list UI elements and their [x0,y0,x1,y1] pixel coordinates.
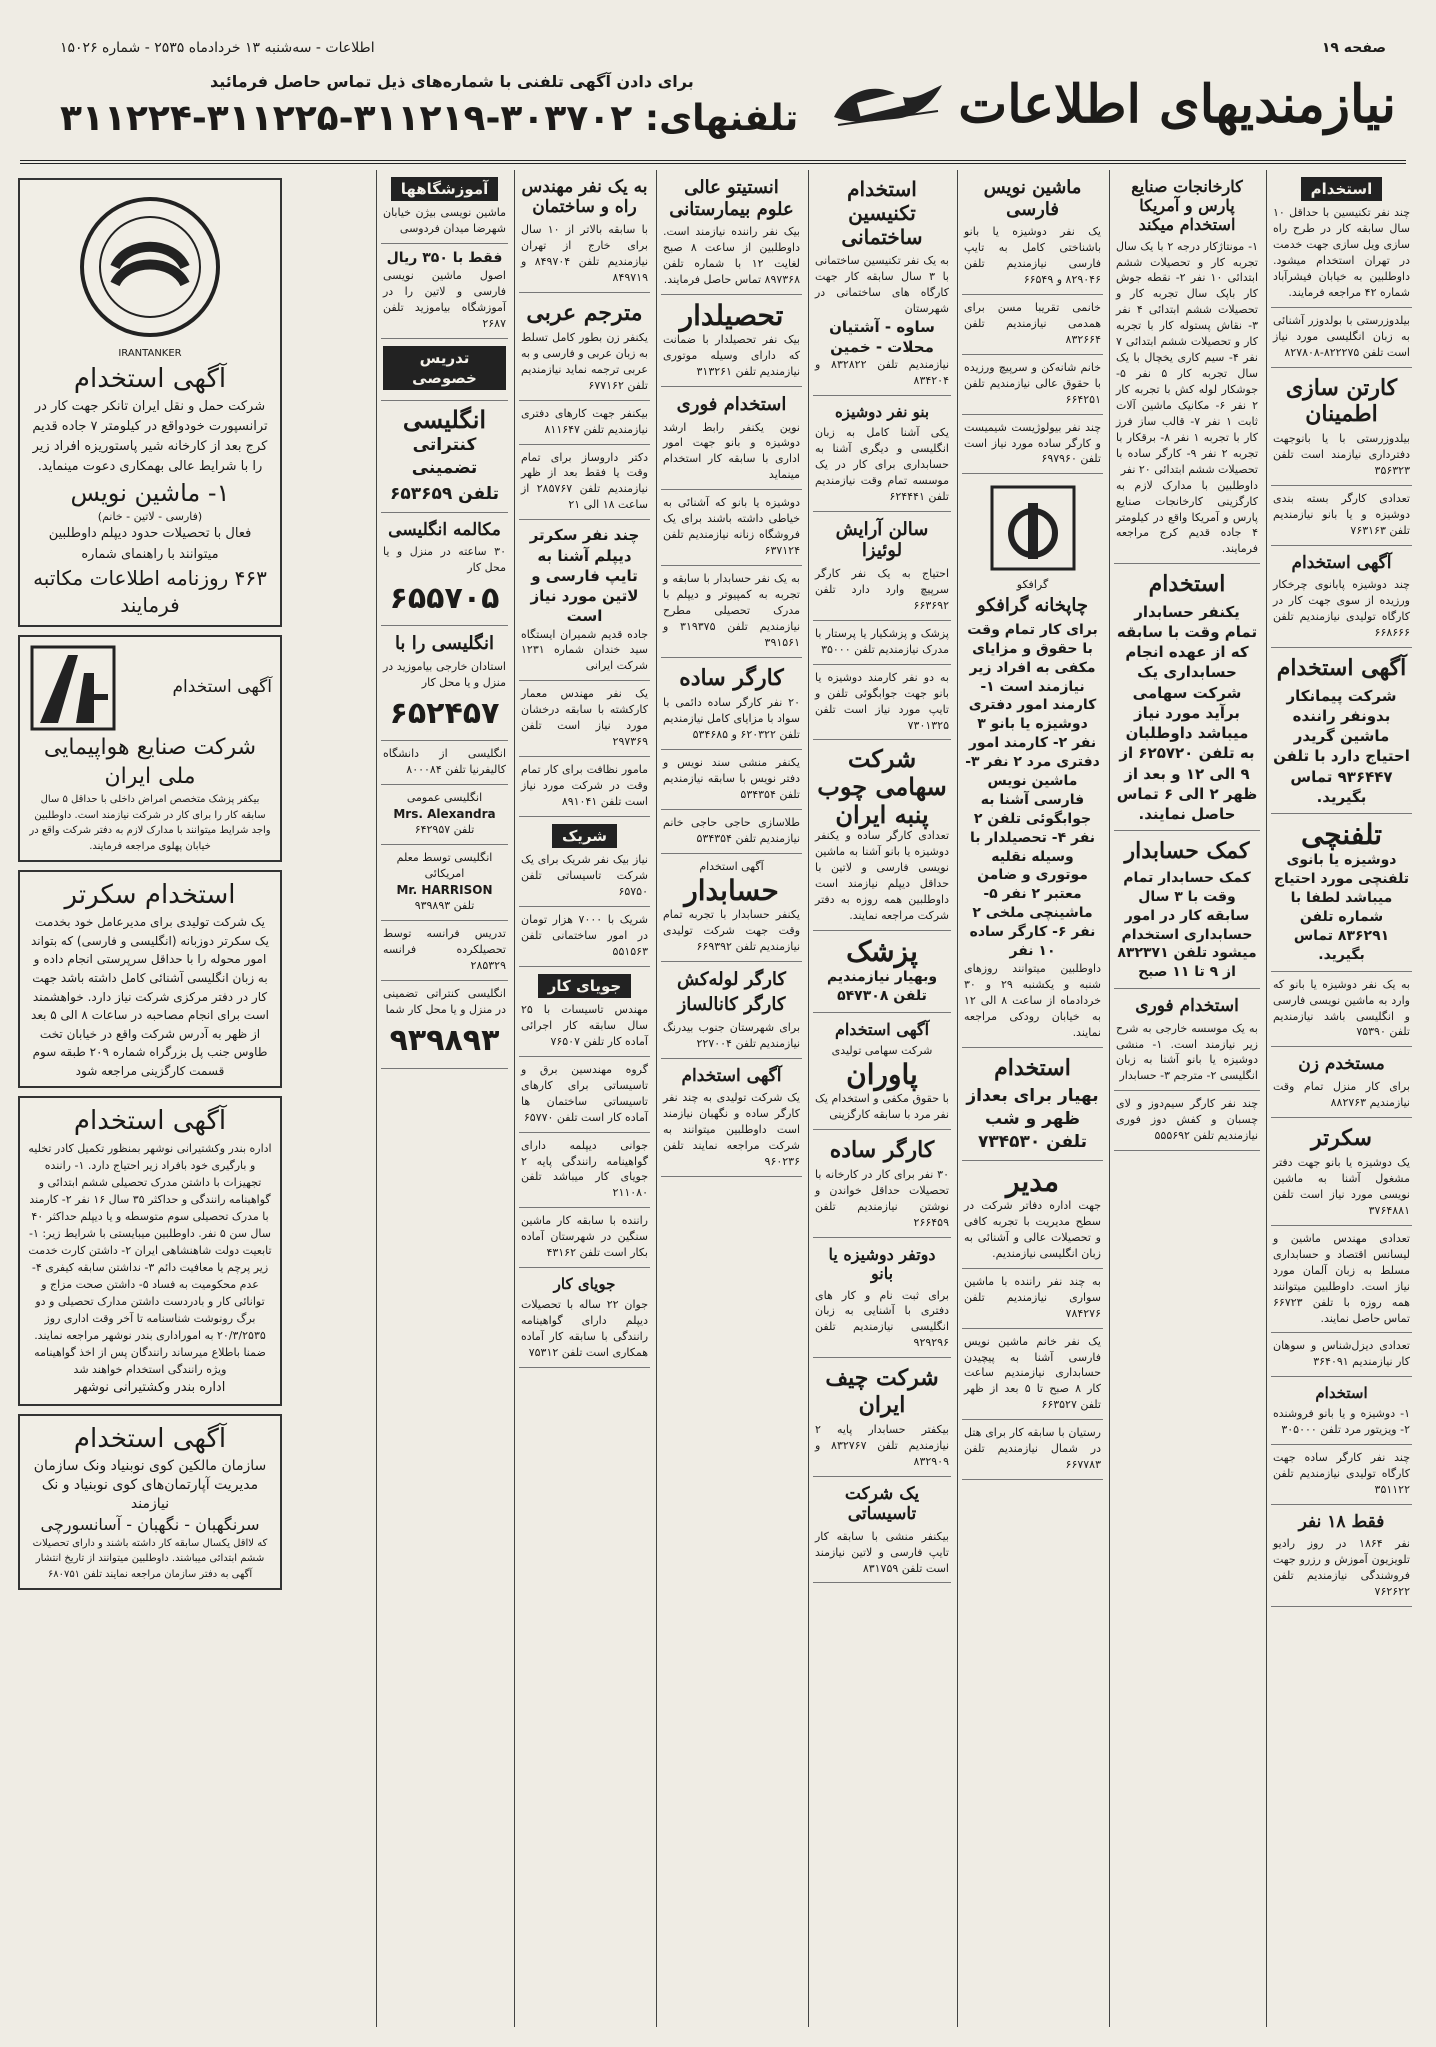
ad-body: جوان ۲۲ ساله با تحصیلات دیپلم دارای گواهینامه رانندگی با سابقه کار آماده همکاری است تلفن ۷۵۳۱۲ [521,1298,648,1359]
ad-reference: ۴۶۳ روزنامه اطلاعات مکاتبه فرمایند [33,565,267,617]
ad-company-name: شرکت صنایع هواپیمایی ملی ایران [43,734,257,790]
ad-col3-7 [962,1161,1103,1269]
ad-col4-3 [813,512,951,621]
ad-heading: جویای کار [553,1275,616,1294]
ad-body: نیاز بیک نفر شریک برای یک شرکت تاسیساتی تلفن ۶۵۷۵۰ [521,853,648,899]
ad-header-row [28,643,272,733]
ad-heading: آگهی استخدام [73,1424,227,1455]
section-heading: شریک [552,824,617,848]
ad-col4-8 [813,1013,951,1130]
ad-body: به یک نفر حسابدار با سابقه و تجربه به کمپیوتر و دیپلم با مدرک تحصیلی مطرح نیازمندیم تلفن ۳۱۹۳۷۵ و ۳۹۱۵۶۱ [663,572,801,649]
ad-signature: اداره بندر وکشتیرانی نوشهر [74,1380,226,1396]
ad-body: استادان خارجی بیاموزید در منزل و یا محل کار [383,660,506,689]
ettelaat-emblem-icon [828,77,948,133]
ad-irantanker [18,178,282,627]
ad-position: ۱- ماشین نویس [70,479,230,508]
ad-body: به چند نفر راننده با ماشین سواری نیازمندیم تلفن ۷۸۴۲۷۶ [964,1274,1101,1320]
ad-heading: شرکت چیف ایران [825,1365,939,1418]
graphco-logo-icon [988,483,1078,573]
page-number: صفحه ۱۹ [1321,40,1386,56]
ad-col1-15 [1271,1505,1412,1607]
ad-phone: ۹۳۹۸۹۳ [389,1023,500,1059]
ad-heading: مترجم عربی [526,299,643,326]
ad-subheading: کارگر کانالساز [677,994,786,1016]
column-4 [808,170,955,2027]
ad-positions: سرنگهبان - نگهبان - آسانسورچی [40,1515,260,1535]
ad-heading: کارگر لوله‌کش [677,968,786,990]
logo-label: گرافکو [1016,578,1049,592]
ad-col3-4 [962,415,1103,475]
issue-line: اطلاعات - سه‌شنبه ۱۳ خردادماه ۲۵۳۵ - شماره ۱۵۰۲۶ [60,40,375,56]
ad-col1-1 [1271,170,1412,308]
ad-vanak-complex [18,1414,282,1590]
ad-subheading: شرکت سهامی تولیدی [831,1044,933,1057]
ad-col6-4 [519,445,650,521]
ad-body: کنتراتی تضمینی [411,434,478,478]
ad-col7-11 [381,981,508,1068]
ad-col3-1 [962,170,1103,295]
ad-body: ۳۰ نفر برای کار در کارخانه با تحصیلات حداقل خواندن و نوشتن نیازمندیم تلفن ۲۶۶۴۵۹ [815,1168,949,1230]
ad-phone: ۶۵۵۷۰۵ [389,580,500,616]
ad-body: تعدادی مهندس ماشین و لیسانس اقتصاد و حسابداری مسلط به زبان آلمان مورد نیاز است. داوطلبین میتوانند همه روزه با تلفن ۶۶۷۲۳ تماس حاصل نمایند. [1273,1231,1410,1325]
masthead-title: نیازمندیهای اطلاعات [958,74,1396,135]
ad-col3-2 [962,295,1103,355]
ad-heading: بنو نفر دوشیزه [834,403,930,422]
ad-col1-2 [1271,308,1412,368]
ad-body: راننده با سابقه کار ماشین سنگین در شهرستان آماده بکار است تلفن ۴۳۱۶۲ [521,1214,648,1260]
ad-col6-14 [519,1268,650,1368]
ad-footer: داوطلبین با مدارک لازم به کارگزینی کارخانجات صنایع پارس و آمریکا واقع در کیلومتر ۴ جاده قدیم کرج مراجعه فرمایند. [1116,478,1258,556]
ad-body: چند نفر تکنیسین با حداقل ۱۰ سال سابقه کار در طرح راه سازی ویل سازی جهت خدمت در تهران استخدام میشود. داوطلبین به خیابان فیشرآباد شماره ۴۲ مراجعه فرمایند. [1273,206,1410,299]
masthead [20,66,1406,164]
ad-heading: استخدام سکرتر [64,880,236,911]
ad-body: ۳۰ ساعته در منزل و یا محل کار [383,545,506,574]
ad-col6-3 [519,401,650,445]
ad-phone: ۶۵۲۴۵۷ [389,695,500,731]
ad-body: شرکت حمل و نقل ایران تانکر جهت کار در ترانسپورت خودواقع در کیلومتر ۷ جاده قدیم کرج بعد از کارخانه شیر پاستوریزه افراد زیر را با شرایط عالی بهمکاری دعوت مینماید. [32,398,268,475]
ad-col6-9 [519,907,650,967]
ad-hama [18,635,282,862]
ad-col3-8 [962,1269,1103,1329]
ad-secretary [18,870,282,1088]
column-6 [514,170,654,2027]
ad-heading: آگهی استخدام [73,1106,227,1137]
ad-col2-4 [1114,989,1260,1091]
ad-col5-11 [661,1059,802,1177]
ad-body: سازمان مالکین کوی نوبنیاد ونک سازمان مدیریت آپارتمان‌های کوی نوبنیاد و نک نیازمند [33,1458,267,1513]
ad-col1-12 [1271,1333,1412,1377]
ad-heading: آگهی استخدام [699,859,764,873]
ad-heading: تحصیلدار [679,298,784,332]
ad-col6-8 [519,817,650,907]
ad-body: ۲۰ نفر کارگر ساده دائمی با سواد با مزایای کامل نیازمندیم تلفن ۶۲۰۳۲۲ و ۵۳۴۶۸۵ [663,696,800,741]
ad-body: بیلدوزرستی با بولدوزر آشنائی به زبان انگلیسی مورد نیاز است تلفن ۸۲۲۲۷۵-۸۲۷۸۰۸ [1273,313,1410,359]
ad-body: یک شرکت تولیدی به چند نفر کارگر ساده و نگهبان نیازمند است داوطلبین میتوانند به شرکت مراجعه نمایند تلفن ۹۶۰۲۳۶ [663,1091,800,1168]
column-3 [957,170,1107,2027]
ad-phone: نیازمندیم تلفن ۸۳۲۸۲۲ و ۸۳۴۲۰۴ [815,358,950,388]
ad-col4-5 [813,665,951,741]
ad-body: Mrs. Alexandra [393,807,496,822]
section-heading: آموزشگاهها [391,177,499,201]
ad-heading: استخدام [1148,571,1226,598]
column-2 [1109,170,1264,2027]
ad-heading: انگلیسی را با [394,633,495,655]
ad-body: احتیاج به یک نفر کارگر سرپیچ وارد دارد تلفن ۶۶۳۶۹۲ [815,567,949,612]
ad-body: جهت اداره دفاتر شرکت در سطح مدیریت با تجربه کافی و تحصیلات عالی و آشنائی به زبان انگلیسی نیازمندیم. [964,1199,1101,1260]
ad-body: بیکفتر حسابدار پایه ۲ نیازمندیم تلفن ۸۳۲۷۶۷ و ۸۳۲۹۰۹ [815,1423,950,1468]
ad-heading: سکرتر [1311,1124,1372,1151]
ad-body: گروه مهندسین برق و تاسیساتی برای کارهای تاسیساتی ساختمان ها آماده کار است تلفن ۶۵۷۷۰ [521,1062,648,1124]
masthead-title-block [828,74,1396,135]
ad-heading: کارگر ساده [679,664,784,691]
ad-phone: تلفن ۶۴۲۹۵۷ [414,823,475,837]
ad-body: یک دوشیزه یا بانو جهت دفتر مشغول آشنا به ماشین نویسی مورد نیاز است تلفن ۳۷۶۴۸۸۱ [1273,1156,1410,1217]
ad-body: مامور نظافت برای کار تمام وقت در شرکت مورد نیاز است تلفن ۸۹۱۰۴۱ [521,763,648,808]
ad-col4-1 [813,170,951,396]
ad-body: چند دوشیزه پابانوی چرخکار ورزیده از سوی جهت کار در کارگاه تولیدی نیازمندیم تلفن ۶۶۸۶۶۶ [1273,578,1410,640]
ad-body: چند نفر کارگر ساده جهت کارگاه تولیدی نیازمندیم تلفن ۳۵۱۱۲۲ [1273,1451,1410,1497]
masthead-note: برای دادن آگهی تلفنی با شماره‌های ذیل تماس حاصل فرمائید [210,72,694,91]
ad-heading: کارگر ساده [829,1137,935,1163]
ad-heading: آگهی استخدام [172,677,272,698]
ad-col1-4 [1271,486,1412,546]
ad-col4-6 [813,740,951,930]
ad-body: ماشین نویسی بیژن خیابان شهرضا میدان فردوسی [383,206,506,236]
ad-col1-7 [1271,814,1412,972]
ad-heading: استخدام فوری [676,393,787,415]
ad-col2-2 [1114,564,1260,831]
ad-heading: استخدام [1315,1384,1368,1403]
ad-col1-5 [1271,546,1412,648]
ad-heading: پزشک [846,934,918,968]
ad-col4-10 [813,1238,951,1358]
ad-body: تعدادی دیزل‌شناس و سوهان کار نیازمندیم ۳۶۴۰۹۱ [1273,1339,1410,1369]
column-5 [656,170,806,2027]
ad-body: برای شهرستان جنوب بیدرنگ نیازمندیم تلفن ۲۲۷۰۰۴ [663,1020,800,1050]
ad-body: ۱- دوشیزه و یا بانو فروشنده ۲- ویزیتور مرد تلفن ۳۰۵۰۰۰ [1273,1407,1410,1437]
ad-body: پزشک و پزشکیار یا پرستار با مدرک نیازمندیم تلفن ۳۵۰۰۰ [815,626,949,656]
ad-body: چند نفر بیولوژیست شیمیست و کارگر ساده مورد نیاز است تلفن ۶۹۷۹۶۰ [964,420,1101,466]
ad-body: به یک موسسه خارجی به شرح زیر نیازمند است. ۱- منشی دوشیزه یا بانو آشنا به زبان انگلیسی ۲- مترجم ۳- حسابدار [1116,1021,1258,1083]
ad-heading: آگهی استخدام [1276,655,1407,682]
ad-heading: آگهی استخدام [834,1019,930,1039]
ad-body: یکنفر زن بطور کامل تسلط به زبان عربی و فارسی و به عربی ترجمه نماید نیازمندیم تلفن ۶۷۷۱۶۲ [521,330,648,392]
hama-logo-icon [28,643,118,733]
ad-heading: فقط ۱۸ نفر [1298,1512,1385,1532]
ad-col6-13 [519,1208,650,1268]
ad-body: یک شرکت تولیدی برای مدیرعامل خود بخدمت یک سکرتر دوزبانه (انگلیسی و فارسی) که بتواند امور محوله را با حداقل سرپرستی انجام داده و به زبان انگلیسی آشنائی کامل داشته باشد جهت کار در دفتر مرکزی شرکت نیاز دارد. خواهشمند است برای انجام مصاحبه در ساعات ۸ الی ۵ بعد از ظهر به آدرس شرکت واقع در خیابان تخت طاوس جنب پل بزرگراه شماره ۲۰۹ طبقه سوم قسمت کارگزینی مراجعه شود [30,915,270,1078]
ad-body: اصول ماشین نویسی فارسی و لاتین را در آموزشگاه بیاموزید تلفن ۲۶۸۷ [383,269,506,330]
ad-body: Mr. HARRISON [396,883,493,898]
ad-body: اداره بندر وکشتیرانی نوشهر بمنظور تکمیل کادر تخلیه و بارگیری خود بافراد زیر احتیاج دارد. ۱- راننده تجهیزات با داشتن مدرک تحصیلی ششم ابتدائی و گواهینامه رانندگی و حداکثر ۳۵ سال ۱۶ نفر ۲- کارمند با مدرک تحصیلی سوم متوسطه و یا دیپلم حداکثر ۴۰ سال سن ۵ نفر. داوطلبین میبایستی با شرایط زیر: ۱- تابعیت دولت شاهنشاهی ایران ۲- داشتن کارت خدمت زیر پرچم یا معافیت دائم ۳- نداشتن سابقه کیفری ۴- عدم محکومیت به فساد ۵- داشتن صحت مزاج و توانائی کار و بادردست داشتن مدارک تحصیلی و دو برگ رونوشت شناسنامه تا آخر وقت اداری روز ۲۰/۳/۲۵۳۵ به اموراداری بندر نوشهر مراجعه نمایند. ضمنا باطلاع میرساند رانندگان پس از اخذ گواهینامه ویژه رانندگی استخدام خواهند شد [28,1141,272,1377]
ad-col7-4 [381,401,508,512]
ad-col1-8 [1271,972,1412,1048]
ad-body: یکی آشنا کامل به زبان انگلیسی و دیگری آشنا به حسابداری برای کار در یک موسسه تمام وقت نیازمندیم تلفن ۶۲۴۴۴۱ [815,426,949,503]
ad-heading: فقط با ۳۵۰ ریال [386,250,503,267]
ad-position-detail: (فارسی - لاتین - خانم) [97,509,203,523]
ad-body: تعدادی کارگر ساده و یکنفر دوشیزه یا بانو آشنا به ماشین نویسی فارسی و لاتین با حداقل دیپلم نیازمند است داوطلبین همه روزه به دفتر شرکت مراجعه نمایند. [815,829,949,922]
ad-heading: کارتن سازی اطمینان [1285,374,1398,428]
ad-col5-9 [661,854,802,962]
ad-col5-3 [661,387,802,490]
ad-col3-9 [962,1329,1103,1421]
ad-col1-11 [1271,1226,1412,1334]
ad-col7-2 [381,244,508,339]
ad-body: ۱- مونتاژکار درجه ۲ با یک سال تجربه کار و تحصیلات ششم ابتدائی ۱۰ نفر ۲- نقطه جوش کار باپک سال تجربه کار و تحصیلات ششم ابتدائی ۴ نفر ۳- نقاش پستوله کار با تجربه کار و تحصیلات ششم ابتدائی ۷ نفر ۴- سیم کاری یخچال با یک سال تجربه کار ۵ نفر ۵- جوشکار لوله کش با تجربه کار ۲ نفر ۶- مکانیک ماشین آلات ثابت ۱ نفر ۷- قالب ساز فرز کار با تجربه ۱ نفر ۸- برقکار با تجربه ۲ نفر ۹- کارگر ساده با تحصیلات ششم ابتدائی ۲۰ نفر [1116,239,1259,476]
ad-footer: فعال با تحصیلات حدود دیپلم داوطلبین میتوانند با راهنمای شماره [48,526,252,562]
ad-col6-11 [519,1057,650,1133]
ad-col5-6 [661,658,802,750]
ad-col7-3 [381,339,508,402]
ad-body: بیکفر پزشک متخصص امراض داخلی با حداقل ۵ سال سابقه کار را برای کار در شرکت نیازمند است. داوطلبین واجد شرایط میتوانند با مدارک لازم به دفتر شرکت واقع در خیابان پهلوی مراجعه فرمایند. [29,794,271,852]
ad-body: یک نفر خانم ماشین نویس فارسی آشنا به پیچیدن حسابداری نیازمندیم ساعت کار ۸ صبح تا ۵ بعد از ظهر تلفن ۶۶۳۵۲۷ [964,1334,1101,1412]
ad-col5-5 [661,566,802,658]
ad-col5-8 [661,810,802,854]
ad-heading: تلفنچی [1300,818,1383,852]
logo-label: IRANTANKER [118,348,182,359]
ad-heading: شرکت سهامی چوب پنبه ایران [817,744,947,829]
ad-heading: مکالمه انگلیسی [388,519,501,540]
column-7 [376,170,512,2027]
ad-col1-3 [1271,368,1412,487]
ad-col2-3 [1114,831,1260,989]
ad-col1-6 [1271,648,1412,814]
ad-col3-5 [962,474,1103,1047]
ad-body: برای کار منزل تمام وقت نیازمندیم ۸۸۲۷۶۳ [1273,1079,1410,1109]
ad-body: بیلدوزرستی با یا بانوجهت دفترداری نیازمند است تلفن ۳۵۶۳۲۳ [1273,432,1410,478]
ad-col5-4 [661,490,802,566]
ad-footer: که لااقل یکسال سابقه کار داشته باشند و دارای تحصیلات ششم ابتدائی میباشند. داوطلبین میتوانند از تاریخ انتشار آگهی به دفتر سازمان مراجعه نمایند تلفن ۶۸۰۷۵۱ [32,1537,268,1580]
ad-heading: کمک حسابدار [1124,838,1250,865]
ad-body: طلاسازی حاجی حاجی خانم نیازمندیم تلفن ۵۳۴۳۵۴ [663,815,800,845]
ad-heading: استخدام فوری [1135,996,1239,1017]
ad-col4-9 [813,1130,951,1238]
ad-body: برای ثبت نام و کار های دفتری با آشنایی به زبان انگلیسی نیازمندیم تلفن ۹۲۹۲۹۶ [815,1288,949,1350]
ad-nowshahr-port [18,1096,282,1406]
ad-col5-1 [661,170,802,295]
ad-heading: مستخدم زن [1298,1054,1385,1075]
ad-body: به یک نفر دوشیزه یا بانو که وارد به ماشین نویسی فارسی و انگلیسی باشد نیازمندیم تلفن ۷۵۳۹۰ [1273,977,1410,1039]
ad-heading: چاپخانه گرافکو [977,595,1088,617]
ad-col3-6 [962,1048,1103,1161]
ad-body: یکنفر حسابدار تمام وقت با سابقه که از عهده انجام حسابداری یک شرکت سهامی برآید مورد نیاز میباشد داوطلبان به تلفن ۶۲۵۷۲۰ از ۹ الی ۱۲ و بعد از ظهر ۲ الی ۶ تماس حاصل نمایند. [1116,602,1258,824]
column-8 [14,170,286,2027]
ad-col3-10 [962,1420,1103,1480]
ad-col1-14 [1271,1445,1412,1505]
masthead-phones: تلفنهای: ۳۰۳۷۰۲-۳۱۱۲۱۹-۳۱۱۲۲۵-۳۱۱۲۲۴ [60,98,799,139]
ad-body: چند نفر کارگر سیم‌دوز و لای چسبان و کفش دوز فوری نیازمندیم تلفن ۵۵۵۶۹۲ [1116,1097,1258,1143]
ad-col5-2 [661,295,802,387]
ad-body: دوشیزه یا بانو که آشنائی به خیاطی داشته باشند برای یک فروشگاه زنانه نیازمندیم تلفن ۶۳۷۱۲۴ [663,496,800,558]
ad-body: بیکنفر منشی با سابقه کار تایپ فارسی و لاتین نیازمند است تلفن ۸۳۱۷۵۹ [815,1529,949,1575]
ad-col7-5 [381,513,508,627]
ad-body: مهندس تاسیسات با ۲۵ سال سابقه کار اجرائی آماده کار تلفن ۷۶۵۰۷ [521,1003,648,1048]
ad-col4-12 [813,1477,951,1584]
ad-col6-12 [519,1133,650,1209]
ad-col6-5 [519,520,650,681]
ad-heading: آگهی استخدام [1291,553,1392,574]
ad-col7-10 [381,921,508,981]
ad-heading: چند نفر سکرتر دیپلم آشنا به تایپ فارسی و لاتین مورد نیاز است [529,526,640,626]
ad-phone: تلفن ۶۵۳۶۵۹ [389,483,500,504]
ad-col2-1 [1114,170,1260,564]
ad-heading: استخدام [994,1054,1071,1081]
ad-heading: ماشین نویس فارسی [983,177,1082,220]
ad-body: بیک نفر تحصیلدار با ضمانت که دارای وسیله موتوری نیازمندیم تلفن ۳۱۳۲۶۱ [663,333,800,378]
ad-col1-9 [1271,1047,1412,1117]
ad-heading: کارخانجات صنایع پارس و آمریکا استخدام میکند [1131,177,1243,235]
ad-body: با حقوق مکفی و استخدام یک نفر مرد با سابقه کارگزینی [815,1092,949,1122]
ad-heading: سالن آرایش لوئیزا [835,518,929,562]
ad-body: بیک نفر راننده نیازمند است. داوطلبین از ساعت ۸ صبح لغایت ۱۲ با شماره تلفن ۸۹۷۳۶۸ تماس حاصل فرمایند. [663,225,800,286]
ad-body: برای کار تمام وقت با حقوق و مزایای مکفی به افراد زیر نیازمند است ۱- کارمند امور دفتری دوشیزه یا بانو ۳ نفر ۲- کارمند امور دفتری مرد ۲ نفر ۳- ماشین نویس فارسی آشنا به جوابگوئی تلفن ۲ نفر ۴- تحصیلدار با وسیله نقلیه موتوری و ضامن معتبر ۲ نفر ۵- ماشینچی ملخی ۲ نفر ۶- کارگر ساده ۱۰ نفر [965,621,1100,960]
ad-body: شریک با ۷۰۰۰ هزار تومان در امور ساختمانی تلفن ۵۵۱۵۶۳ [521,912,648,958]
ad-body: تعدادی کارگر بسته بندی دوشیزه و یا بانو نیازمندیم تلفن ۷۶۳۱۶۳ [1273,492,1410,538]
ad-body: با سابقه بالاتر از ۱۰ سال برای خارج از تهران نیازمندیم تلفن ۸۴۹۷۰۴ و ۸۴۹۷۱۹ [521,222,649,284]
ad-body: انگلیسی از دانشگاه کالیفرنیا تلفن ۸۰۰۰۸۴ [383,747,506,777]
ad-heading: استخدام تکنیسین ساختمانی [841,177,923,249]
ad-body: به یک نفر تکنیسین ساختمانی با ۳ سال سابقه کار جهت کارگاه های ساختمانی در شهرستان [815,254,949,315]
ad-heading: آگهی استخدام [681,1065,782,1086]
ad-body: شرکت پیمانکار بدونفر راننده ماشین گریدر احتیاج دارد با تلفن ۹۳۶۴۴۷ تماس بگیرید. [1273,686,1410,806]
ad-col1-13 [1271,1377,1412,1445]
ad-col6-10 [519,967,650,1057]
ad-heading: یک شرکت تاسیساتی [844,1483,920,1525]
ad-body: یک نفر دوشیزه یا بانو باشناختی کامل به تایپ فارسی نیازمندیم تلفن ۸۲۹۰۴۶ و ۶۶۵۴۹ [964,225,1101,286]
ad-col6-2 [519,293,650,401]
ad-col7-1 [381,170,508,244]
ad-body: به دو نفر کارمند دوشیزه یا بانو جهت جوابگوئی تلفن و تایپ مورد نیاز است تلفن ۷۳۰۱۳۲۵ [815,670,949,732]
section-heading: استخدام [1301,177,1383,201]
ad-body: نفر ۱۸۶۴ در روز رادیو تلویزیون آموزش و رزرو جهت فروشندگی نیازمندیم تلفن ۷۶۲۶۲۲ [1273,1537,1410,1599]
ad-body: انگلیسی کنتراتی تضمینی در منزل و یا محل کار شما [383,987,506,1017]
ad-body: یکنفر منشی سند نویس و دفتر نویس با سابقه نیازمندیم تلفن ۵۳۴۳۵۴ [663,755,800,801]
ad-col7-8 [381,785,508,845]
ad-col2-5 [1114,1091,1260,1151]
ad-col5-10 [661,962,802,1059]
ad-body: جوانی دیپلمه دارای گواهینامه رانندگی پایه ۲ جویای کار میباشد تلفن ۲۱۱۰۸۰ [521,1138,648,1200]
running-header [60,36,1386,60]
ad-col7-6 [381,626,508,741]
ad-cities: ساوه - آشتیان محلات - خمین [829,317,935,356]
ad-body: دکتر داروساز برای تمام وقت یا فقط بعد از ظهر نیازمندیم تلفن ۲۸۵۷۶۷ از ساعت ۱۸ الی ۲۱ [521,450,648,512]
ad-col4-4 [813,621,951,665]
ad-col6-1 [519,170,650,293]
ad-body: خانمی تقریبا مسن برای همدمی نیازمندیم تلفن ۸۳۲۶۶۴ [964,300,1101,346]
ad-heading: انگلیسی عمومی [406,791,483,805]
ad-body: جاده قدیم شمیران ایستگاه سید خندان شماره ۱۲۳۱ شرکت ایرانی [521,627,648,673]
ad-body: تدریس فرانسه توسط تحصیلکرده فرانسه ۲۸۵۳۲۹ [383,927,506,973]
ad-heading: انگلیسی توسط معلم امریکائی [396,851,493,881]
ad-heading: آگهی استخدام [73,363,227,394]
ad-heading: دوتفر دوشیزه یا بانو [828,1245,936,1284]
ad-col5-7 [661,750,802,810]
ad-col7-7 [381,741,508,785]
ad-body: خانم شانه‌کن و سرپیچ ورزیده با حقوق عالی نیازمندیم تلفن ۶۶۴۲۵۱ [964,360,1101,406]
ad-col4-7 [813,931,951,1013]
ad-col7-9 [381,845,508,921]
ad-heading: به یک نفر مهندس راه و ساختمان [521,177,648,218]
ad-title: حسابدار [684,873,779,907]
ad-body: یک نفر مهندس معمار کارکشته با سابقه درخشان مورد نیاز است تلفن ۲۹۷۳۶۹ [521,687,648,749]
ad-col4-2 [813,396,951,512]
irantanker-logo-icon [75,192,225,342]
ad-col6-7 [519,757,650,817]
ad-body: بهیار برای بعداز ظهر و شب تلفن ۷۳۴۵۳۰ [966,1086,1099,1152]
ad-body: نوین یکنفر رابط ارشد دوشیزه و بانو جهت امور اداری با سابقه کار استخدام مینماید [663,420,800,482]
section-heading: تدریس خصوصی [383,346,506,391]
ad-body: بیکنفر جهت کارهای دفتری نیازمندیم تلفن ۸۱۱۶۴۷ [521,406,648,436]
ad-heading: انستیتو عالی علوم بیمارستانی [669,177,794,220]
ad-phone: تلفن ۹۳۹۸۹۳ [414,899,475,913]
section-heading: جویای کار [538,974,631,998]
ad-body: دوشیزه یا بانوی تلفنچی مورد احتیاج میباشد لطفا با شماره تلفن ۸۳۶۲۹۱ تماس بگیرید. [1273,852,1410,963]
ad-col4-11 [813,1358,951,1477]
ad-heading: انگلیسی [402,405,487,435]
ad-body: وبهیار نیازمندیم تلفن ۵۴۷۳۰۸ [826,969,938,1004]
ad-body: کمک حسابدار تمام وقت با ۳ سال سابقه کار در امور حسابداری استخدام میشود تلفن ۸۳۲۳۷۱ از ۹ تا ۱۱ صبح [1117,869,1257,981]
ad-col1-10 [1271,1118,1412,1226]
ad-body: یکنفر حسابدار با تجربه تمام وقت جهت شرکت تولیدی نیازمندیم تلفن ۶۶۹۳۹۲ [663,907,800,953]
column-1 [1266,170,1416,2027]
ad-body: رستیان با سابقه کار برای هتل در شمال نیازمندیم تلفن ۶۶۷۷۸۳ [964,1426,1101,1472]
ad-col3-3 [962,355,1103,415]
ad-col6-6 [519,681,650,757]
ad-heading: مدیر [1006,1164,1059,1198]
ad-company-name: پاوران [846,1057,918,1091]
ad-footer: داوطلبین میتوانند روزهای شنبه و یکشنبه ۲۹ و ۳۰ خردادماه از ساعت ۸ الی ۱۲ به خیابان رودکی مراجعه نمایند. [964,961,1101,1039]
